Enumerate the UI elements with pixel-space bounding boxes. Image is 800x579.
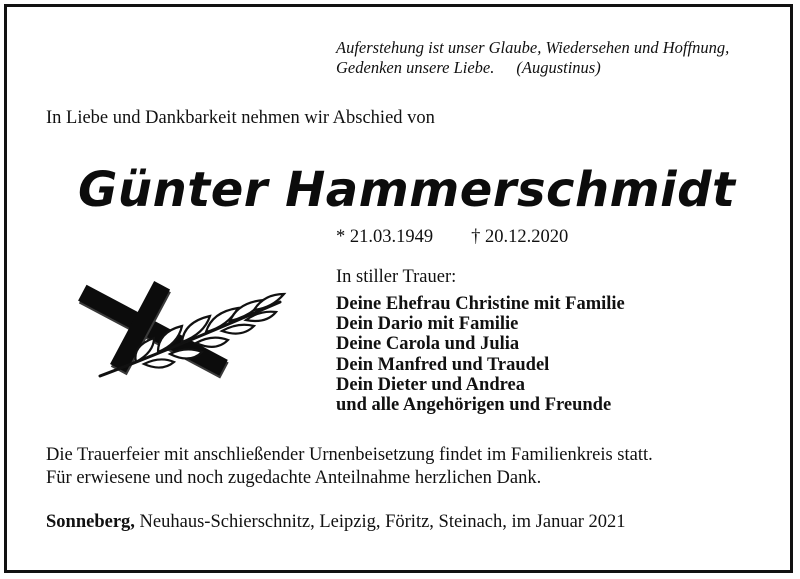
motto-line-2-text: Gedenken unsere Liebe.	[336, 58, 495, 77]
mourners-label: In stiller Trauer:	[336, 267, 457, 287]
life-dates	[336, 227, 568, 248]
deceased-name: Günter Hammerschmidt	[78, 162, 736, 218]
ceremony-line-1: Die Trauerfeier mit anschließender Urnenbeisetzung findet im Familienkreis statt.	[46, 445, 653, 465]
place-main: Sonneberg,	[46, 512, 135, 532]
mourner-line: Dein Dieter und Andrea	[336, 374, 525, 395]
birth-date: * 21.03.1949	[336, 227, 434, 247]
death-date: † 20.12.2020	[471, 227, 569, 247]
ceremony-notice	[46, 444, 653, 490]
mourner-line: Dein Dario mit Familie	[336, 314, 519, 335]
mourner-line: Deine Ehefrau Christine mit Familie	[336, 294, 625, 314]
ceremony-line-2: Für erwiesene und noch zugedachte Anteilnahme herzlichen Dank.	[46, 468, 542, 488]
mourners-list	[336, 294, 625, 415]
cross-with-palm-branch-icon	[74, 280, 290, 386]
place-and-date	[46, 512, 626, 533]
motto-quote	[336, 38, 729, 78]
mourner-line: Dein Manfred und Traudel	[336, 354, 550, 375]
mourner-line: und alle Angehörigen und Freunde	[336, 395, 612, 416]
place-rest: Neuhaus-Schierschnitz, Leipzig, Föritz, Steinach, im Januar 2021	[139, 512, 626, 532]
motto-line-1: Auferstehung ist unser Glaube, Wiedersehen und Hoffnung,	[336, 38, 730, 57]
mourner-line: Deine Carola und Julia	[336, 334, 520, 355]
motto-source: (Augustinus)	[516, 58, 601, 77]
motto-line-2	[336, 58, 729, 78]
intro-text: In Liebe und Dankbarkeit nehmen wir Abschied von	[46, 108, 435, 128]
